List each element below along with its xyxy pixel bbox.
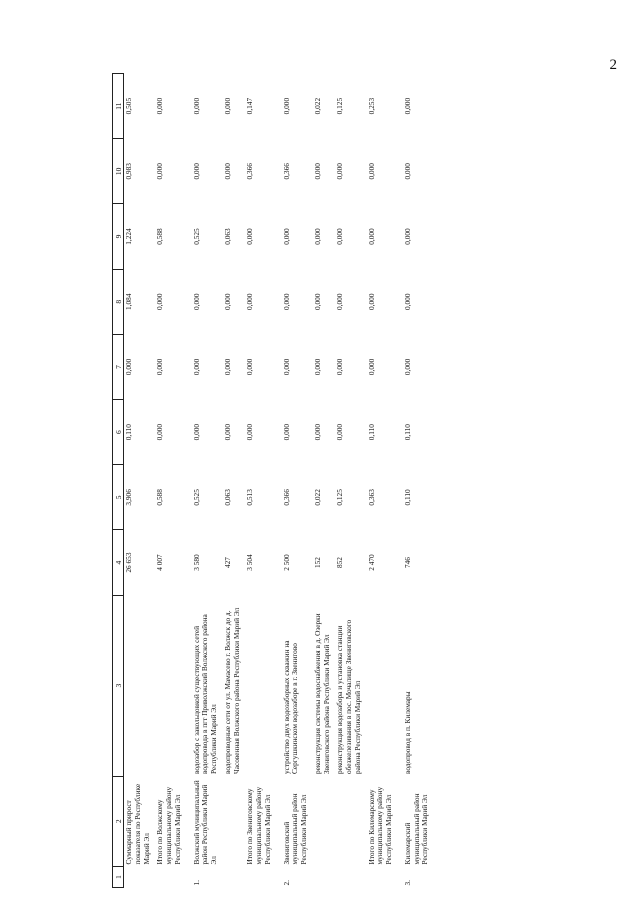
object-description xyxy=(155,595,186,776)
value-cell: 1,224 xyxy=(124,228,133,245)
value-cell: 427 xyxy=(222,557,232,569)
district-name xyxy=(335,776,366,866)
value-cell: 26 653 xyxy=(124,552,133,573)
value-cell: 0,525 xyxy=(191,489,201,506)
value-cell: 0,000 xyxy=(402,163,412,180)
value-cell: 0,000 xyxy=(402,358,412,376)
value-cell: 0,983 xyxy=(124,163,133,180)
column-header: 8 xyxy=(113,269,124,334)
district-name: Звениговский муниципальный район Республики Марий Эл xyxy=(281,793,308,865)
value-cell: 152 xyxy=(312,557,322,569)
value-cell: 2 470 xyxy=(366,554,376,571)
table-row xyxy=(187,74,223,888)
value-cell: 0,000 xyxy=(155,163,165,180)
value-cell: 0,588 xyxy=(155,228,165,245)
value-cell: 0,000 xyxy=(155,423,165,441)
table-row xyxy=(223,74,246,888)
column-header: 3 xyxy=(113,595,124,776)
value-cell: 0,000 xyxy=(155,97,165,115)
value-cell: 0,000 xyxy=(281,228,291,245)
value-cell: 0,000 xyxy=(366,358,376,376)
row-number xyxy=(313,866,336,887)
value-cell: 0,000 xyxy=(312,293,322,310)
value-cell: 0,513 xyxy=(245,489,255,506)
district-name: Суммарный прирост показателя по Республике Марий Эл xyxy=(124,783,151,865)
value-cell: 0,110 xyxy=(124,424,133,441)
value-cell: 0,525 xyxy=(191,228,201,245)
district-name xyxy=(223,776,246,866)
value-cell: 0,000 xyxy=(222,293,232,310)
district-name: Итого по Звениговскому муниципальному району Республики Марий Эл xyxy=(245,786,272,865)
row-number xyxy=(223,866,246,887)
value-cell: 0,000 xyxy=(312,228,322,245)
column-header: 10 xyxy=(113,139,124,204)
value-cell: 0,000 xyxy=(281,423,291,441)
table-body xyxy=(124,74,435,888)
value-cell: 0,000 xyxy=(402,228,412,245)
value-cell: 0,000 xyxy=(245,228,255,245)
value-cell: 0,063 xyxy=(222,489,232,506)
value-cell: 0,000 xyxy=(222,358,232,376)
object-description: реконструкция водозабора и установка станции обезжелезивания в пос. Мочалище Звениговского района Республики Марий Эл xyxy=(335,619,362,775)
table-row xyxy=(313,74,336,888)
value-cell: 0,366 xyxy=(281,489,291,506)
value-cell: 0,505 xyxy=(124,97,133,115)
value-cell: 0,000 xyxy=(312,358,322,376)
table-row xyxy=(277,74,313,888)
column-header: 11 xyxy=(113,74,124,139)
object-description: водозабор с закольцовкой существующих сетей водопровода в пгт Приволжский Волжского района Республики Марий Эл xyxy=(191,614,218,775)
value-cell: 2 500 xyxy=(281,554,291,571)
rotated-table-area xyxy=(112,73,527,888)
value-cell: 3 504 xyxy=(245,554,255,571)
value-cell: 746 xyxy=(402,557,412,569)
value-cell: 0,363 xyxy=(366,489,376,506)
value-cell: 0,000 xyxy=(402,97,412,115)
object-description: реконструкция системы водоснабжения в д. Озерки Звениговского района Республики Марий Эл xyxy=(312,613,331,775)
value-cell: 0,000 xyxy=(222,97,232,115)
table-row xyxy=(335,74,366,888)
table-row xyxy=(367,74,398,888)
row-number: 2. xyxy=(281,880,291,886)
row-number xyxy=(367,866,398,887)
district-name: Итого по Волжскому муниципальному району Республики Марий Эл xyxy=(155,786,182,865)
value-cell: 0,110 xyxy=(402,424,412,441)
value-cell: 0,000 xyxy=(245,358,255,376)
value-cell: 0,000 xyxy=(312,423,322,441)
value-cell: 0,000 xyxy=(312,163,322,180)
value-cell: 0,063 xyxy=(222,228,232,245)
value-cell: 0,000 xyxy=(281,97,291,115)
value-cell: 0,000 xyxy=(335,358,345,376)
value-cell: 0,000 xyxy=(124,358,133,376)
object-description xyxy=(124,595,156,776)
value-cell: 0,588 xyxy=(155,489,165,506)
district-name xyxy=(313,776,336,866)
row-number xyxy=(124,866,156,887)
row-number xyxy=(335,866,366,887)
value-cell: 0,000 xyxy=(281,358,291,376)
column-header: 1 xyxy=(113,866,124,887)
column-header: 4 xyxy=(113,530,124,595)
value-cell: 3 580 xyxy=(191,554,201,571)
row-number xyxy=(155,866,186,887)
row-number: 3. xyxy=(402,880,412,886)
column-header: 2 xyxy=(113,776,124,866)
value-cell: 0,000 xyxy=(335,423,345,441)
object-description: водопроводные сети от ул. Мамасево г. Волжск до д. Часовенная Волжского района Республики Марий Эл xyxy=(222,607,241,775)
value-cell: 0,000 xyxy=(402,293,412,310)
value-cell: 0,000 xyxy=(191,97,201,115)
value-cell: 0,022 xyxy=(312,489,322,506)
table-row xyxy=(155,74,186,888)
data-table xyxy=(112,73,434,888)
value-cell: 0,000 xyxy=(245,423,255,441)
district-name: Итого по Килемарскому муниципальному району Республики Марий Эл xyxy=(366,786,393,865)
table-row xyxy=(398,74,434,888)
value-cell: 0,000 xyxy=(335,228,345,245)
column-header: 9 xyxy=(113,204,124,269)
value-cell: 0,366 xyxy=(245,163,255,180)
object-description xyxy=(367,595,398,776)
table-row xyxy=(124,74,156,888)
page-number: 2 xyxy=(609,57,617,73)
value-cell: 0,125 xyxy=(335,97,345,115)
value-cell: 0,000 xyxy=(191,423,201,441)
value-cell: 0,125 xyxy=(335,489,345,506)
value-cell: 0,147 xyxy=(245,97,255,115)
value-cell: 0,000 xyxy=(222,163,232,180)
row-number: 1. xyxy=(191,880,201,886)
value-cell: 0,000 xyxy=(222,423,232,441)
value-cell: 0,000 xyxy=(245,293,255,310)
value-cell: 0,000 xyxy=(366,163,376,180)
value-cell: 0,000 xyxy=(191,163,201,180)
row-number xyxy=(245,866,276,887)
table-row xyxy=(245,74,276,888)
value-cell: 0,366 xyxy=(281,163,291,180)
header-row xyxy=(113,74,124,888)
column-header: 6 xyxy=(113,400,124,465)
value-cell: 0,000 xyxy=(335,293,345,310)
value-cell: 0,000 xyxy=(155,358,165,376)
column-header: 5 xyxy=(113,465,124,530)
value-cell: 852 xyxy=(335,557,345,569)
column-header: 7 xyxy=(113,334,124,399)
district-name: Волжский муниципальный район Республики Марий Эл xyxy=(191,780,218,865)
object-description: водопровод в п. Килемары xyxy=(402,691,412,775)
value-cell: 0,253 xyxy=(366,97,376,115)
value-cell: 0,000 xyxy=(281,293,291,310)
value-cell: 4 007 xyxy=(155,554,165,571)
value-cell: 0,000 xyxy=(335,163,345,180)
object-description: устройство двух водозаборных скважин на Сергушкинском водозаборе в г. Звенигово xyxy=(281,640,300,775)
value-cell: 0,000 xyxy=(155,293,165,310)
value-cell: 0,000 xyxy=(366,228,376,245)
district-name: Килемарский муниципальный район Республики Марий Эл xyxy=(402,793,430,865)
value-cell: 1,084 xyxy=(124,293,133,310)
value-cell: 3,906 xyxy=(124,489,133,506)
value-cell: 0,022 xyxy=(312,97,322,115)
value-cell: 0,110 xyxy=(366,424,376,441)
object-description xyxy=(245,595,276,776)
value-cell: 0,000 xyxy=(191,358,201,376)
value-cell: 0,000 xyxy=(191,293,201,310)
value-cell: 0,000 xyxy=(366,293,376,310)
value-cell: 0,110 xyxy=(402,489,412,506)
